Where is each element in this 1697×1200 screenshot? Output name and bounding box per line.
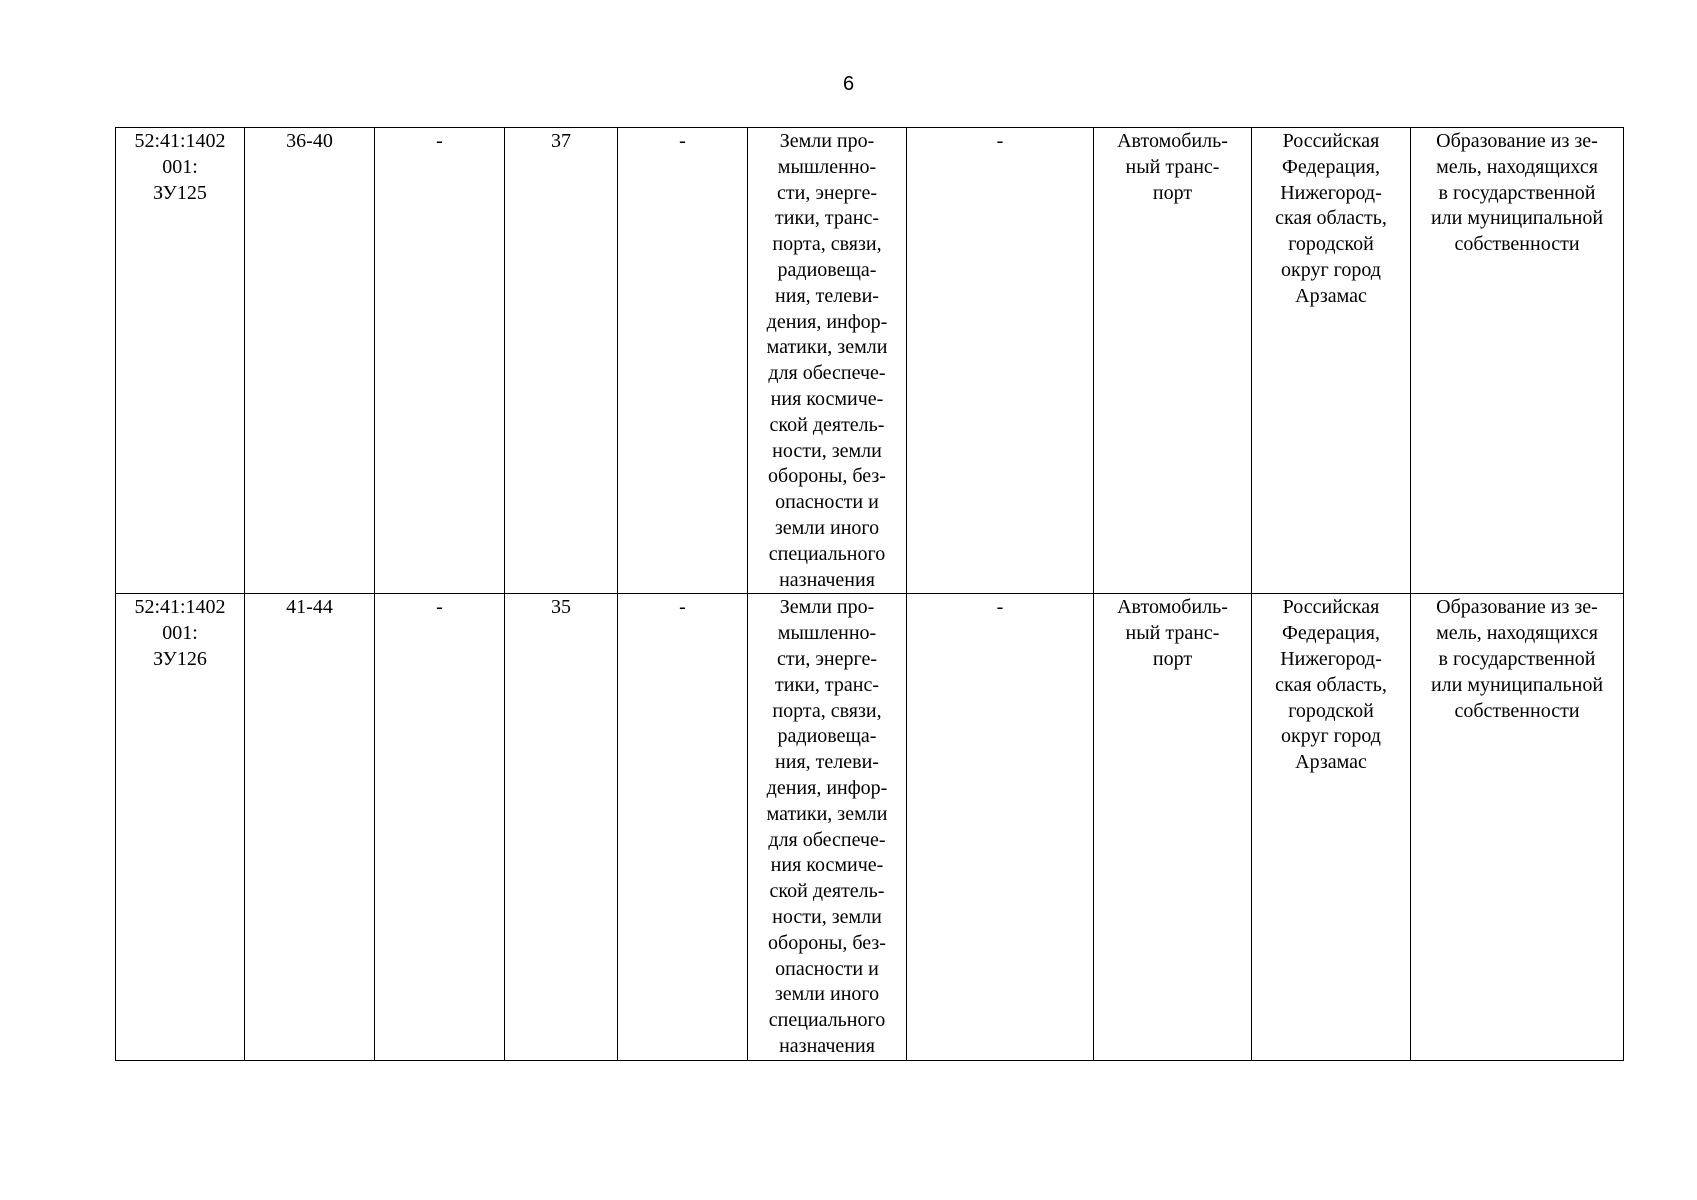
cell-line: назначения	[779, 1034, 875, 1057]
cell-line: или муниципальной	[1430, 673, 1604, 696]
cell-line: обороны, без-	[768, 465, 886, 488]
cell-line: 52:41:1402	[134, 130, 226, 152]
permitted-use-cell	[1094, 128, 1252, 594]
formation-method-cell	[1411, 128, 1624, 594]
cell-line: земли иного	[774, 516, 880, 539]
cell-line: тики, транс-	[775, 673, 879, 696]
cell-line: сти, энерге-	[777, 647, 877, 670]
cell-line: для обеспече-	[768, 828, 886, 851]
cell-line: ния, телеви-	[775, 751, 879, 774]
cell-line: для обеспече-	[768, 362, 886, 385]
cell-line: собственности	[1454, 699, 1580, 722]
cell-line: ской деятель-	[769, 880, 885, 903]
cell-line: Федерация,	[1282, 622, 1380, 645]
cell-line: или муниципальной	[1430, 207, 1604, 230]
cell-line: Нижегород-	[1280, 181, 1382, 204]
cell-line: Российская	[1282, 596, 1380, 619]
cadastral-number-cell	[116, 594, 245, 1060]
cell-line: ния, телеви-	[775, 284, 879, 307]
column-5-cell: -	[618, 594, 748, 1060]
cell-line: в государственной	[1438, 181, 1596, 204]
cell-line: Автомобиль-	[1117, 596, 1228, 619]
cell-line: городской	[1288, 233, 1374, 256]
cell-line: ская область,	[1275, 673, 1387, 696]
cell-line: ния космиче-	[770, 854, 884, 877]
cell-line: порт	[1152, 647, 1193, 670]
location-cell	[1252, 128, 1411, 594]
cell-line: ская область,	[1275, 207, 1387, 230]
cell-line: собственности	[1454, 233, 1580, 256]
cell-line: мель, находящихся	[1436, 622, 1598, 645]
column-7-cell: -	[907, 128, 1094, 594]
cell-line: радиовеща-	[777, 258, 877, 281]
cell-line: сти, энерге-	[777, 181, 877, 204]
cell-line: ЗУ126	[153, 647, 207, 670]
cell-line: опасности и	[775, 491, 879, 514]
cell-line: ности, земли	[772, 905, 882, 928]
cell-line: порт	[1152, 181, 1193, 204]
cell-line: округ город	[1281, 725, 1381, 748]
column-7-cell: -	[907, 594, 1094, 1060]
table-row	[116, 594, 1624, 1060]
cell-line: Федерация,	[1282, 155, 1380, 178]
cell-line: порта, связи,	[772, 233, 882, 256]
location-cell	[1252, 594, 1411, 1060]
column-5-cell: -	[618, 128, 748, 594]
cell-line: опасности и	[775, 957, 879, 980]
cell-line: Арзамас	[1295, 751, 1367, 774]
cell-line: ности, земли	[772, 439, 882, 462]
cell-line: ный транс-	[1125, 622, 1220, 645]
cell-line: городской	[1288, 699, 1374, 722]
land-category-cell	[748, 128, 907, 594]
cell-line: Земли про-	[779, 130, 875, 152]
cell-line: ской деятель-	[769, 413, 885, 436]
cell-line: радиовеща-	[777, 725, 877, 748]
land-category-cell	[748, 594, 907, 1060]
area-cell: 37	[505, 128, 618, 594]
cell-line: земли иного	[774, 983, 880, 1006]
cell-line: специального	[768, 542, 886, 565]
cell-line: в государственной	[1438, 647, 1596, 670]
cell-line: матики, земли	[766, 802, 888, 825]
cadastral-number-cell	[116, 128, 245, 594]
points-cell: 36-40	[245, 128, 375, 594]
area-cell: 35	[505, 594, 618, 1060]
cell-line: обороны, без-	[768, 931, 886, 954]
cell-line: Российская	[1282, 130, 1380, 152]
cell-line: Автомобиль-	[1117, 130, 1228, 152]
cell-line: Земли про-	[779, 596, 875, 619]
cell-line: дения, инфор-	[766, 310, 888, 333]
cell-line: тики, транс-	[775, 207, 879, 230]
cell-line: назначения	[779, 568, 875, 591]
formation-method-cell	[1411, 594, 1624, 1060]
cell-line: 001:	[162, 622, 198, 645]
cell-line: 001:	[162, 155, 198, 178]
column-3-cell: -	[375, 128, 505, 594]
cell-line: ный транс-	[1125, 155, 1220, 178]
cell-line: матики, земли	[766, 336, 888, 359]
cell-line: 52:41:1402	[134, 596, 226, 619]
cell-line: мышленно-	[777, 155, 877, 178]
cell-line: округ город	[1281, 258, 1381, 281]
cell-line: мышленно-	[777, 622, 877, 645]
cell-line: Образование из зе-	[1436, 596, 1598, 619]
table-row	[116, 128, 1624, 594]
cell-line: Арзамас	[1295, 284, 1367, 307]
cell-line: мель, находящихся	[1436, 155, 1598, 178]
page-number: 6	[842, 73, 855, 95]
points-cell: 41-44	[245, 594, 375, 1060]
permitted-use-cell	[1094, 594, 1252, 1060]
cell-line: порта, связи,	[772, 699, 882, 722]
cell-line: ЗУ125	[153, 181, 207, 204]
cell-line: дения, инфор-	[766, 776, 888, 799]
cell-line: Образование из зе-	[1436, 130, 1598, 152]
land-plots-table	[115, 127, 1624, 1061]
cell-line: специального	[768, 1009, 886, 1032]
cell-line: ния космиче-	[770, 387, 884, 410]
column-3-cell: -	[375, 594, 505, 1060]
cell-line: Нижегород-	[1280, 647, 1382, 670]
